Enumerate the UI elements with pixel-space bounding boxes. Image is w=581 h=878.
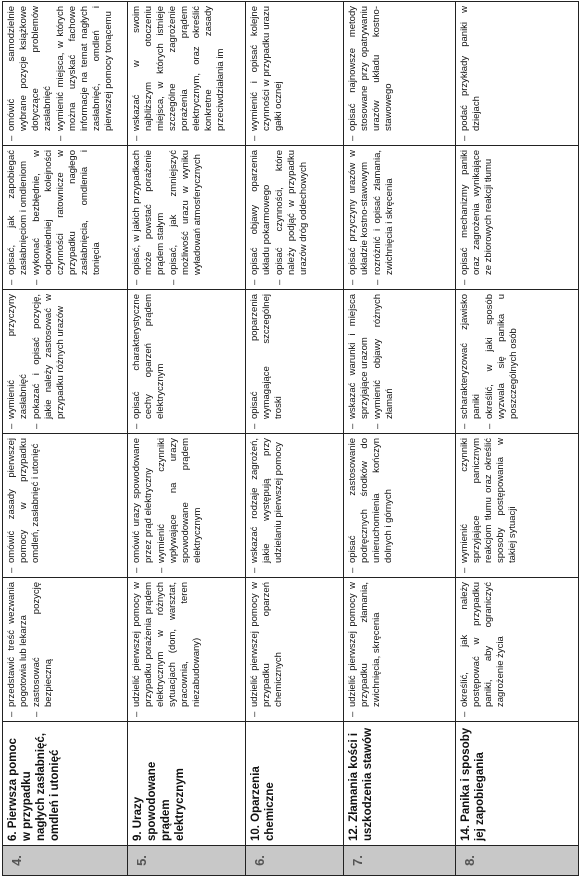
requirement-item: – omówić zasady pierwszej pomocy w przypadku omdleń, zasłabnięć i utonięć <box>6 438 42 573</box>
requirement-item: – opisać, jak zapobiegać zasłabnięciom i omdleniom <box>6 150 30 285</box>
table-row <box>3 2 128 876</box>
requirement-list <box>249 294 285 429</box>
requirement-list <box>249 438 285 573</box>
requirement-cell-5 <box>128 2 245 146</box>
topic-cell: 6. Pierwsza pomoc w przypadku nagłych zasłabnięć, omdleń i utonięć <box>3 722 128 846</box>
requirement-item: – pokazać i opisać pozycję, jakie należy zastosować w przypadku różnych urazów <box>31 294 67 429</box>
requirement-cell-1 <box>245 578 344 722</box>
requirement-item: – opisać zastosowanie podręcznych środków do unieruchomienia kończyn dolnych i górnych <box>347 438 395 573</box>
requirement-list <box>6 438 42 573</box>
requirement-list <box>131 150 204 285</box>
table-body <box>3 2 579 876</box>
requirement-cell-5 <box>245 2 344 146</box>
requirement-item: – wskazać rodzaje zagrożeń, jakie występują przy udzielaniu pierwszej pomocy <box>249 438 285 573</box>
requirement-cell-4 <box>3 146 128 290</box>
requirement-item: – opisać objawy oparzenia układu pokarmowego <box>249 150 273 285</box>
table-row <box>128 2 245 876</box>
requirement-cell-3 <box>3 290 128 434</box>
requirement-item: – wskazać warunki i miejsca sprzyjające urazom <box>347 294 371 429</box>
requirement-item: – wymienić czynniki wpływające na urazy spowodowane prądem elektrycznym <box>156 438 204 573</box>
requirement-item: – scharakteryzować zjawisko paniki <box>459 294 483 429</box>
requirement-cell-2 <box>128 434 245 578</box>
requirement-item: – opisać, jak zmniejszyć możliwość urazu w wyniku wyładowań atmosferycznych <box>168 150 204 285</box>
requirement-item: – wskazać w swoim najbliższym otoczeniu miejsca, w których istnieje szczególne zagrożenie porażenia prądem elektrycznym, oraz określić konkretne zasady przeciwdziałania im <box>131 6 227 141</box>
requirement-cell-1 <box>344 578 455 722</box>
topic-cell: 10. Oparzenia chemiczne <box>245 722 344 846</box>
table-row <box>455 2 578 876</box>
curriculum-table <box>2 1 579 876</box>
requirement-list <box>459 294 520 429</box>
requirement-list <box>347 150 396 285</box>
requirement-list <box>459 6 483 141</box>
requirement-item: – omówić urazy spowodowane przez prąd elektryczny <box>131 438 155 573</box>
requirement-item: – opisać najnowsze metody stosowane przy opatrywaniu urazów układu kostno-stawowego <box>347 6 395 141</box>
topic-cell: 9. Urazy spowodowane prądem elektrycznym <box>128 722 245 846</box>
requirement-item: – wymienić i opisać kolejne czynności w przypadku urazu gałki ocznej <box>249 6 285 141</box>
topic-cell: 14. Panika i sposoby jej zapobiegania <box>455 722 578 846</box>
requirement-list <box>459 438 519 573</box>
topic-cell: 12. Złamania kości i uszkodzenia stawów <box>344 722 455 846</box>
requirement-list <box>131 294 167 429</box>
row-number: 4. <box>3 846 128 876</box>
requirement-item: – omówić samodzielnie wybrane pozycje książkowe dotyczące problemów zasłabnięć <box>6 6 54 141</box>
requirement-item: – udzielić pierwszej pomocy w przypadku oparzeń chemicznych <box>249 582 285 717</box>
row-number: 6. <box>245 846 344 876</box>
requirement-cell-3 <box>128 290 245 434</box>
requirement-item: – udzielić pierwszej pomocy w przypadku porażenia prądem elektrycznym w różnych sytuacjach (dom, warsztat, pracownia, teren niezabudowany) <box>131 582 203 717</box>
row-number: 8. <box>455 846 578 876</box>
requirement-list <box>6 582 55 717</box>
requirement-cell-1 <box>3 578 128 722</box>
requirement-cell-3 <box>344 290 455 434</box>
requirement-list <box>249 582 285 717</box>
table-row <box>344 2 455 876</box>
requirement-list <box>459 150 495 285</box>
requirement-list <box>131 6 227 141</box>
requirement-list <box>459 582 507 717</box>
requirement-list <box>249 6 285 141</box>
requirement-list <box>347 294 396 429</box>
requirement-cell-4 <box>245 146 344 290</box>
requirement-cell-3 <box>455 290 578 434</box>
requirement-item: – udzielić pierwszej pomocy w przypadku złamania, zwichnięcia, skręcenia <box>347 582 383 717</box>
requirement-cell-4 <box>455 146 578 290</box>
requirement-cell-4 <box>344 146 455 290</box>
requirement-list <box>347 6 395 141</box>
requirement-cell-5 <box>344 2 455 146</box>
requirement-item: – opisać mechanizmy paniki oraz zagrożenia wynikające ze zbiorowych reakcji tłumu <box>459 150 495 285</box>
requirement-cell-2 <box>3 434 128 578</box>
row-number: 5. <box>128 846 245 876</box>
requirement-item: – opisać, w jakich przypadkach może powstać porażenie prądem stałym <box>131 150 167 285</box>
requirement-cell-4 <box>128 146 245 290</box>
requirement-item: – opisać poparzenia wymagające szczególnej troski <box>249 294 285 429</box>
requirement-item: – podać przykłady paniki w dziejach <box>459 6 483 141</box>
requirement-cell-1 <box>128 578 245 722</box>
requirement-cell-5 <box>455 2 578 146</box>
requirement-list <box>6 294 67 429</box>
requirement-item: – określić, w jaki sposób wyzwala się panika u poszczególnych osób <box>484 294 520 429</box>
requirement-list <box>131 438 204 573</box>
requirement-item: – przedstawić treść wezwania pogotowia lub lekarza <box>6 582 30 717</box>
requirement-item: – rozróżnić i opisać złamania, zwichnięcia i skręcenia <box>372 150 396 285</box>
requirement-item: – wymienić czynniki sprzyjające panicznym reakcjom tłumu oraz określić sposoby postępowania w takiej sytuacji <box>459 438 519 573</box>
requirement-item: – wymienić przyczyny zasłabnięć <box>6 294 30 429</box>
requirement-item: – opisać charakterystyczne cechy oparzeń prądem elektrycznym <box>131 294 167 429</box>
table-row <box>245 2 344 876</box>
requirement-cell-2 <box>344 434 455 578</box>
requirement-list <box>6 150 103 285</box>
requirement-item: – opisać czynności, które należy podjąć w przypadku urazów dróg oddechowych <box>274 150 310 285</box>
requirement-cell-5 <box>3 2 128 146</box>
requirement-list <box>131 582 203 717</box>
requirement-list <box>347 438 395 573</box>
requirement-cell-2 <box>245 434 344 578</box>
requirement-list <box>249 150 310 285</box>
requirement-list <box>347 582 383 717</box>
requirement-item: – opisać przyczyny urazów w układzie kostno-stawowym <box>347 150 371 285</box>
requirement-item: – wykonać bezbłędnie, w odpowiedniej kolejności czynności ratownicze w przypadku nagłego zasłabnięcia, omdlenia i tonięcia <box>31 150 103 285</box>
requirement-list <box>6 6 115 141</box>
requirement-item: – wymienić miejsca, w których można uzyskać fachowe informacje na temat nagłych zasłabnięć, omdleń i pierwszej pomocy tonącemu <box>55 6 115 141</box>
requirement-item: – określić, jak należy postępować w przypadku paniki, aby ograniczyć zagrożenie życia <box>459 582 507 717</box>
requirement-cell-1 <box>455 578 578 722</box>
requirement-item: – wymienić objawy różnych złamań <box>372 294 396 429</box>
requirement-cell-2 <box>455 434 578 578</box>
requirement-cell-3 <box>245 290 344 434</box>
requirement-item: – zastosować pozycję bezpieczną <box>31 582 55 717</box>
row-number: 7. <box>344 846 455 876</box>
